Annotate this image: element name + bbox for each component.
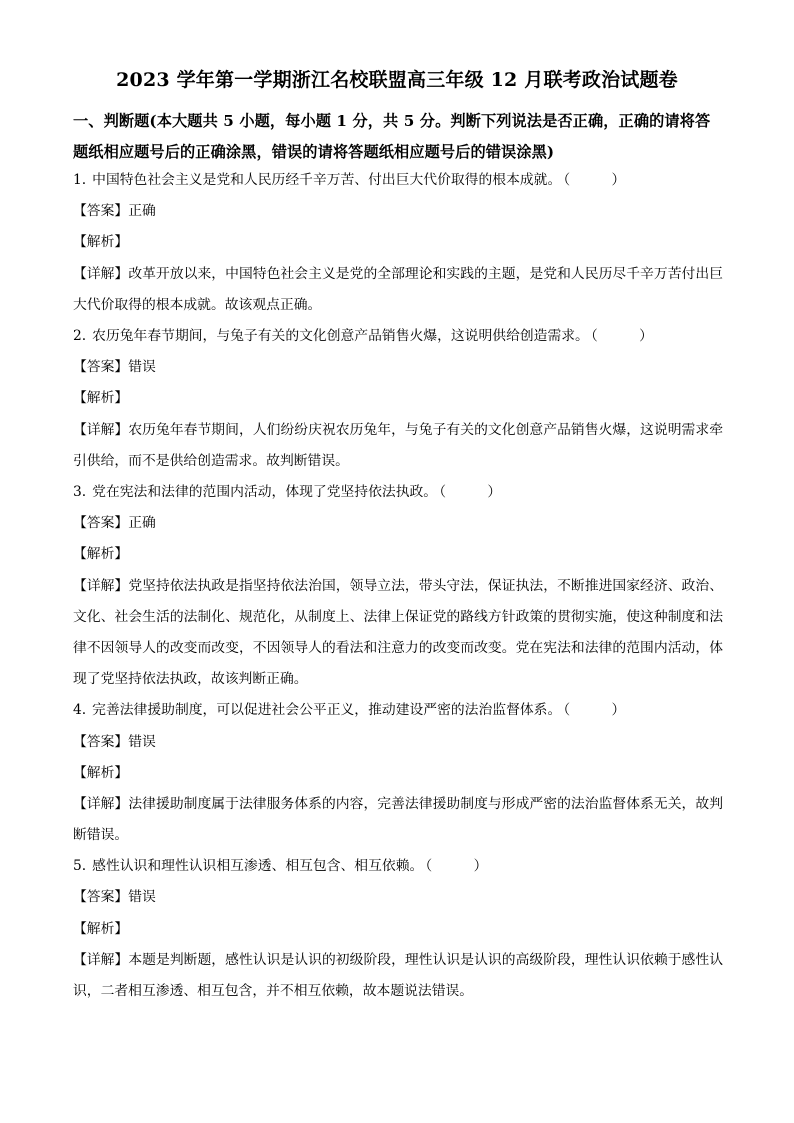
answer-value: 正确 — [128, 203, 156, 220]
question-text: 农历兔年春节期间，与兔子有关的文化创意产品销售火爆，这说明供给创造需求。 — [92, 327, 589, 344]
detail-paragraph — [73, 259, 723, 321]
answer-parentheses: （ ） — [563, 702, 626, 719]
detail-text: 党坚持依法执政是指坚持依法治国，领导立法，带头守法，保证执法，不断推进国家经济、政治、文化、社会生活的法制化、规范化，从制度上、法律上保证党的路线方针政策的贯彻实施，使这种制度和法律不因领导人的改变而改变，不因领导人的看法和注意力的改变而改变。党在宪法和法律的范围内活动，体现了党坚持依法执政，故该判断正确。 — [73, 577, 724, 688]
analysis-line — [73, 227, 723, 258]
question-text: 感性认识和理性认识相互渗透、相互包含、相互依赖。 — [92, 858, 424, 875]
answer-tag: 【答案】 — [73, 203, 129, 220]
page-title: 2023 学年第一学期浙江名校联盟高三年级 12 月联考政治试题卷 — [116, 69, 678, 91]
answer-tag: 【答案】 — [73, 889, 129, 906]
answer-value: 正确 — [128, 515, 156, 532]
answer-value: 错误 — [128, 733, 156, 750]
detail-tag: 【详解】 — [73, 951, 129, 968]
analysis-tag: 【解析】 — [73, 390, 129, 407]
question-number: 2. — [73, 327, 87, 344]
analysis-tag: 【解析】 — [73, 546, 129, 563]
question-text: 党在宪法和法律的范围内活动，体现了党坚持依法执政。 — [92, 483, 438, 500]
detail-tag: 【详解】 — [73, 795, 129, 812]
answer-parentheses: （ ） — [425, 858, 488, 875]
detail-text: 本题是判断题，感性认识是认识的初级阶段，理性认识是认识的高级阶段，理性认识依赖于感性认识，二者相互渗透、相互包含，并不相互依赖，故本题说法错误。 — [73, 951, 724, 1000]
detail-text: 改革开放以来，中国特色社会主义是党的全部理论和实践的主题，是党和人民历尽千辛万苦付出巨大代价取得的根本成就。故该观点正确。 — [73, 265, 724, 313]
detail-tag: 【详解】 — [73, 577, 129, 594]
answer-line — [73, 727, 723, 758]
answer-parentheses: （ ） — [590, 327, 653, 344]
question-stem — [73, 477, 723, 508]
question-block — [73, 477, 723, 695]
answer-value: 错误 — [128, 889, 156, 906]
question-stem — [73, 321, 723, 352]
question-stem — [73, 851, 723, 882]
answer-tag: 【答案】 — [73, 359, 129, 376]
detail-tag: 【详解】 — [73, 421, 129, 438]
analysis-tag: 【解析】 — [73, 764, 129, 781]
answer-line — [73, 352, 723, 383]
question-text: 中国特色社会主义是党和人民历经千辛万苦、付出巨大代价取得的根本成就。 — [92, 172, 562, 188]
question-block — [73, 321, 723, 477]
answer-line — [73, 508, 723, 539]
question-stem — [73, 695, 723, 726]
answer-tag: 【答案】 — [73, 515, 129, 532]
analysis-tag: 【解析】 — [73, 234, 129, 251]
answer-parentheses: （ ） — [563, 172, 626, 188]
question-number: 4. — [73, 702, 87, 719]
question-list — [73, 165, 723, 1007]
answer-tag: 【答案】 — [73, 733, 129, 750]
answer-value: 错误 — [128, 359, 156, 376]
analysis-line — [73, 383, 723, 414]
detail-paragraph — [73, 945, 723, 1007]
question-number: 1. — [73, 172, 87, 188]
question-block — [73, 165, 723, 321]
section-heading: 一、判断题(本大题共 5 小题，每小题 1 分，共 5 分。判断下列说法是否正确，正确的请将答题纸相应题号后的正确涂黑，错误的请将答题纸相应题号后的错误涂黑) — [73, 112, 711, 161]
detail-paragraph — [73, 789, 723, 851]
detail-tag: 【详解】 — [73, 265, 129, 282]
question-text: 完善法律援助制度，可以促进社会公平正义，推动建设严密的法治监督体系。 — [92, 702, 562, 719]
answer-line — [73, 196, 723, 227]
question-number: 3. — [73, 483, 87, 500]
answer-parentheses: （ ） — [439, 483, 502, 500]
question-stem — [73, 165, 723, 196]
analysis-line — [73, 539, 723, 570]
question-block — [73, 851, 723, 1007]
detail-text: 法律援助制度属于法律服务体系的内容，完善法律援助制度与形成严密的法治监督体系无关，故判断错误。 — [73, 795, 724, 844]
question-number: 5. — [73, 858, 87, 875]
detail-text: 农历兔年春节期间，人们纷纷庆祝农历兔年，与兔子有关的文化创意产品销售火爆，这说明需求牵引供给，而不是供给创造需求。故判断错误。 — [73, 421, 724, 469]
answer-line — [73, 882, 723, 913]
analysis-line — [73, 758, 723, 789]
detail-paragraph — [73, 415, 723, 477]
analysis-tag: 【解析】 — [73, 920, 129, 937]
detail-paragraph — [73, 571, 723, 696]
analysis-line — [73, 914, 723, 945]
question-block — [73, 695, 723, 851]
